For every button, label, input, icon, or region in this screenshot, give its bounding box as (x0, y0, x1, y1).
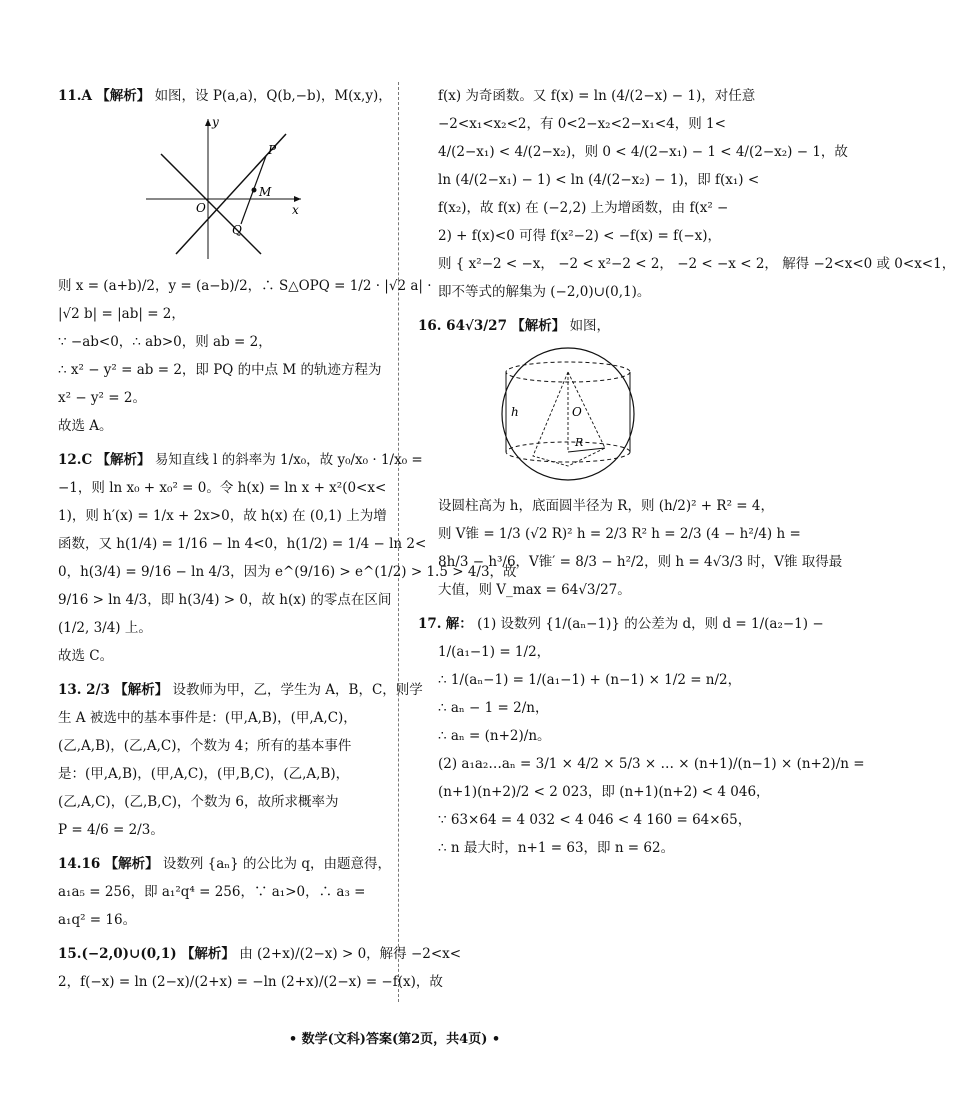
analysis-tag: 【解析】 (96, 88, 151, 104)
solution-line: 是：(甲,A,B)，(甲,A,C)，(甲,B,C)，(乙,A,B)， (58, 766, 350, 782)
label-x: x (291, 203, 299, 217)
figure-q11-graph (136, 114, 306, 264)
solution-line: 故选 C。 (58, 648, 114, 664)
answer-11 (58, 82, 432, 440)
figure-q16-sphere-cylinder (493, 344, 643, 484)
solution-line: 1)，则 h′(x) = 1/x + 2x>0，故 h(x) 在 (0,1) 上为增 (58, 508, 387, 524)
answer-number: 17. (418, 616, 442, 632)
solution-line: (2) a₁a₂…aₙ = 3/1 × 4/2 × 5/3 × … × (n+1)/(n−1) × (n+2)/n = (438, 756, 865, 772)
solution-line: −2<x₁<x₂<2，有 0<2−x₂<2−x₁<4，则 1< (438, 116, 726, 132)
answer-number: 12.C (58, 452, 93, 468)
solution-line: a₁q² = 16。 (58, 912, 137, 928)
answer-16 (418, 312, 843, 604)
solution-line: 4/(2−x₁) < 4/(2−x₂)，则 0 < 4/(2−x₁) − 1 < 4/(2−x₂) − 1，故 (438, 144, 848, 160)
label-m: M (258, 185, 271, 199)
line-y-neg-x (161, 154, 261, 254)
y-axis-arrow (205, 119, 211, 126)
solution-line: (乙,A,C)，(乙,B,C)，个数为 6，故所求概率为 (58, 794, 339, 810)
solution-tag: 解： (445, 616, 473, 632)
solution-line: 2，f(−x) = ln (2−x)/(2+x) = −ln (2+x)/(2−x) = −f(x)，故 (58, 974, 443, 990)
solution-line: ∴ aₙ − 1 = 2/n， (438, 700, 549, 716)
solution-line: (1/2, 3/4) 上。 (58, 620, 152, 636)
answer-number: 16. 64√3/27 (418, 318, 507, 334)
solution-line: 则 { x²−2 < −x， −2 < x²−2 < 2， −2 < −x < 2， 解得 −2<x<0 或 0<x<1， (438, 256, 955, 272)
x-axis-arrow (294, 196, 301, 202)
answer-number: 15.(−2,0)∪(0,1) (58, 946, 177, 962)
solution-line: 易知直线 l 的斜率为 1/x₀，故 y₀/x₀ · 1/x₀ = (154, 452, 423, 468)
solution-line: 9/16 > ln 4/3，即 h(3/4) > 0，故 h(x) 的零点在区间 (58, 592, 392, 608)
solution-line: 函数，又 h(1/4) = 1/16 − ln 4<0，h(1/2) = 1/4 − ln 2< (58, 536, 427, 552)
label-y: y (211, 115, 219, 129)
solution-line: 即不等式的解集为 (−2,0)∪(0,1)。 (438, 284, 651, 300)
solution-line: 生 A 被选中的基本事件是：(甲,A,B)，(甲,A,C)， (58, 710, 357, 726)
answer-17 (418, 610, 865, 862)
answer-number: 11.A (58, 88, 92, 104)
solution-line: 由 (2+x)/(2−x) > 0，解得 −2<x< (239, 946, 462, 962)
right-column (418, 82, 955, 868)
solution-line: (n+1)(n+2)/2 < 2 023，即 (n+1)(n+2) < 4 046， (438, 784, 770, 800)
solution-line: 则 V锥 = 1/3 (√2 R)² h = 2/3 R² h = 2/3 (4 − h²/4) h = (438, 526, 801, 542)
solution-line: (乙,A,B)，(乙,A,C)，个数为 4；所有的基本事件 (58, 738, 352, 754)
analysis-tag: 【解析】 (104, 856, 159, 872)
solution-line: (1) 设数列 {1/(aₙ−1)} 的公差为 d，则 d = 1/(a₂−1) − (477, 616, 824, 632)
answer-15 (58, 940, 462, 996)
solution-line: 8h/3 − h³/6，V锥′ = 8/3 − h²/2，则 h = 4√3/3 时，V锥 取得最 (438, 554, 843, 570)
label-p: P (267, 143, 276, 157)
answer-14 (58, 850, 391, 934)
analysis-tag: 【解析】 (96, 452, 151, 468)
point-m (251, 188, 256, 193)
solution-line: f(x₂)，故 f(x) 在 (−2,2) 上为增函数，由 f(x² − (438, 200, 729, 216)
page-footer: • 数学(文科)答案(第2页，共4页) • (288, 1032, 501, 1047)
answer-number: 14.16 (58, 856, 101, 872)
solution-line: −1，则 ln x₀ + x₀² = 0。令 h(x) = ln x + x²(0<x< (58, 480, 387, 496)
label-q: Q (231, 223, 242, 237)
solution-line: 如图， (569, 318, 611, 334)
label-r: R (575, 436, 584, 449)
analysis-tag: 【解析】 (511, 318, 566, 334)
solution-line: a₁a₅ = 256，即 a₁²q⁴ = 256，∵ a₁>0，∴ a₃ = (58, 884, 366, 900)
answer-13 (58, 676, 423, 844)
analysis-tag: 【解析】 (114, 682, 169, 698)
label-h: h (511, 405, 519, 419)
solution-line: 设教师为甲，乙，学生为 A，B，C，则学 (172, 682, 423, 698)
solution-line: ∵ −ab<0，∴ ab>0，则 ab = 2， (58, 334, 272, 350)
solution-line: 故选 A。 (58, 418, 113, 434)
solution-line: P = 4/6 = 2/3。 (58, 822, 164, 838)
solution-line: f(x) 为奇函数。又 f(x) = ln (4/(2−x) − 1)，对任意 (438, 88, 756, 104)
solution-line: ∴ n 最大时，n+1 = 63，即 n = 62。 (438, 840, 675, 856)
solution-line: 大值，则 V_max = 64√3/27。 (438, 582, 631, 598)
solution-line: 设圆柱高为 h，底面圆半径为 R，则 (h/2)² + R² = 4， (438, 498, 774, 514)
solution-line: 1/(a₁−1) = 1/2， (438, 644, 551, 660)
solution-line: 0，h(3/4) = 9/16 − ln 4/3，因为 e^(9/16) > e^(1/2) > 1.5 > 4/3，故 (58, 564, 517, 580)
analysis-tag: 【解析】 (180, 946, 235, 962)
label-o: O (195, 201, 206, 215)
answer-15-continued (418, 82, 955, 306)
solution-line: 如图，设 P(a,a)，Q(b,−b)，M(x,y)， (154, 88, 392, 104)
solution-line: 则 x = (a+b)/2，y = (a−b)/2，∴ S△OPQ = 1/2 · |√2 a| · (58, 278, 432, 294)
solution-line: x² − y² = 2。 (58, 390, 146, 406)
solution-line: ∴ aₙ = (n+2)/n。 (438, 728, 551, 744)
solution-line: ∴ 1/(aₙ−1) = 1/(a₁−1) + (n−1) × 1/2 = n/2， (438, 672, 742, 688)
label-o: O (572, 405, 582, 419)
solution-line: 设数列 {aₙ} 的公比为 q，由题意得， (162, 856, 391, 872)
radius-r (568, 448, 605, 452)
answer-number: 13. 2/3 (58, 682, 110, 698)
solution-line: |√2 b| = |ab| = 2， (58, 306, 185, 322)
solution-line: 2) + f(x)<0 可得 f(x²−2) < −f(x) = f(−x)， (438, 228, 722, 244)
solution-line: ∴ x² − y² = ab = 2，即 PQ 的中点 M 的轨迹方程为 (58, 362, 382, 378)
solution-line: ln (4/(2−x₁) − 1) < ln (4/(2−x₂) − 1)，即 f(x₁) < (438, 172, 760, 188)
solution-line: ∵ 63×64 = 4 032 < 4 046 < 4 160 = 64×65， (438, 812, 752, 828)
